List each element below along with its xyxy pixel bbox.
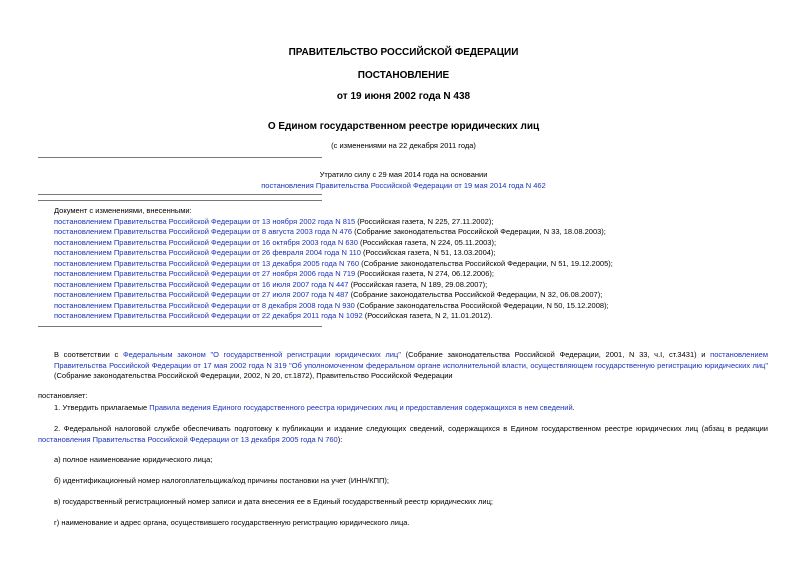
divider xyxy=(38,200,322,201)
org-name: ПРАВИТЕЛЬСТВО РОССИЙСКОЙ ФЕДЕРАЦИИ xyxy=(288,47,519,58)
divider xyxy=(38,157,322,158)
amendments-list xyxy=(54,206,674,322)
list-item: постановлением Правительства Российской Федерации от 8 декабря 2008 года N 930 (Собрание законодательства Российской Федерации, N 50, 15.12.2008); xyxy=(54,300,609,310)
item-1: 1. Утвердить прилагаемые Правила ведения Единого государственного реестра юридических лиц и предоставления содержащихся в нем сведений. xyxy=(54,403,575,412)
rules-link[interactable]: Правила ведения Единого государственного реестра юридических лиц и предоставления содержащихся в нем сведений xyxy=(149,403,573,412)
amendment-link[interactable]: постановлением Правительства Российской Федерации от 13 ноября 2002 года N 815 xyxy=(54,216,356,226)
subitem-v: в) государственный регистрационный номер записи и дата внесения ее в Единый государственный реестр юридических лиц; xyxy=(54,497,493,506)
list-item: постановлением Правительства Российской Федерации от 8 августа 2003 года N 476 (Собрание законодательства Российской Федерации, N 33, 18.08.2003); xyxy=(54,227,606,236)
item-2: 2. Федеральной налоговой службе обеспечивать подготовку к публикации и издание следующих сведений, содержащихся в Едином государственном реестре юридических лиц (абзац в редакции постановления Правительства Российской Федерации от 13 декабря 2005 года N 760): xyxy=(38,424,768,444)
preamble: В соответствии с Федеральным законом "О государственной регистрации юридических лиц" (Собрание законодательства Российской Федерации, 2001, N 33, ч.I, ст.3431) и постановлением Правительства Российской Федерации от 17 мая 2002 года N 319 "Об уполномоченном федеральном органе исполнительной власти, осуществляющем государственную регистрацию юридических лиц" (Собрание законодательства Российской Федерации, 2002, N 20, ст.1872), Правительство Российской Федерации xyxy=(54,350,769,380)
amendment-link[interactable]: постановлением Правительства Российской Федерации от 27 июля 2007 года N 487 xyxy=(54,290,349,299)
amendments-intro: Документ с изменениями, внесенными: xyxy=(54,206,192,215)
divider xyxy=(38,194,322,195)
amendment-link[interactable]: постановлением Правительства Российской Федерации от 16 июля 2007 года N 447 xyxy=(54,279,349,289)
resolution-319-link[interactable]: постановлением Правительства Российской Федерации от 17 мая 2002 года N 319 "Об уполномоченном федеральном органе исполнительной власти, осуществляющем государственную регистрацию юридических лиц" xyxy=(54,350,769,370)
amendment-link[interactable]: постановлением Правительства Российской Федерации от 22 декабря 2011 года N 1092 xyxy=(54,311,363,320)
amendment-link[interactable]: постановлением Правительства Российской Федерации от 8 августа 2003 года N 476 xyxy=(54,227,353,236)
amendment-link[interactable]: постановлением Правительства Российской Федерации от 8 декабря 2008 года N 930 xyxy=(54,300,355,310)
resolution-760-link[interactable]: постановления Правительства Российской Федерации от 13 декабря 2005 года N 760 xyxy=(38,434,338,444)
divider xyxy=(38,326,322,327)
federal-law-link[interactable]: Федеральным законом "О государственной регистрации юридических лиц" xyxy=(122,350,401,359)
revision-note: (с изменениями на 22 декабря 2011 года) xyxy=(331,141,476,150)
subitem-b: б) идентификационный номер налогоплательщика/код причины постановки на учет (ИНН/КПП); xyxy=(54,476,389,485)
doc-type: ПОСТАНОВЛЕНИЕ xyxy=(357,70,450,81)
list-item: постановлением Правительства Российской Федерации от 13 ноября 2002 года N 815 (Российская газета, N 225, 27.11.2002); xyxy=(54,216,494,226)
amendment-link[interactable]: постановлением Правительства Российской Федерации от 27 ноября 2006 года N 719 xyxy=(54,269,356,278)
list-item: постановлением Правительства Российской Федерации от 27 июля 2007 года N 487 (Собрание законодательства Российской Федерации, N 32, 06.08.2007); xyxy=(54,290,603,299)
subitem-g: г) наименование и адрес органа, осуществившего государственную регистрацию юридического лица. xyxy=(54,518,410,527)
expired-link[interactable]: постановления Правительства Российской Федерации от 19 мая 2014 года N 462 xyxy=(261,181,546,190)
list-item: постановлением Правительства Российской Федерации от 16 июля 2007 года N 447 (Российская газета, N 189, 29.08.2007); xyxy=(54,279,488,289)
doc-date-number: от 19 июня 2002 года N 438 xyxy=(336,91,471,102)
decrees-word: постановляет: xyxy=(38,391,88,400)
expired-text: Утратило силу с 29 мая 2014 года на основании xyxy=(319,170,488,179)
list-item: постановлением Правительства Российской Федерации от 16 октября 2003 года N 630 (Российская газета, N 224, 05.11.2003); xyxy=(54,237,497,247)
list-item: постановлением Правительства Российской Федерации от 22 декабря 2011 года N 1092 (Российская газета, N 2, 11.01.2012). xyxy=(54,311,493,320)
amendment-link[interactable]: постановлением Правительства Российской Федерации от 13 декабря 2005 года N 760 xyxy=(54,258,359,268)
amendment-link[interactable]: постановлением Правительства Российской Федерации от 26 февраля 2004 года N 110 xyxy=(54,248,361,257)
list-item: постановлением Правительства Российской Федерации от 26 февраля 2004 года N 110 (Российская газета, N 51, 13.03.2004); xyxy=(54,248,496,257)
list-item: постановлением Правительства Российской Федерации от 27 ноября 2006 года N 719 (Российская газета, N 274, 06.12.2006); xyxy=(54,269,494,278)
doc-title: О Едином государственном реестре юридических лиц xyxy=(267,121,540,132)
subitem-a: а) полное наименование юридического лица; xyxy=(54,455,213,464)
amendment-link[interactable]: постановлением Правительства Российской Федерации от 16 октября 2003 года N 630 xyxy=(54,237,358,247)
list-item: постановлением Правительства Российской Федерации от 13 декабря 2005 года N 760 (Собрание законодательства Российской Федерации, N 51, 19.12.2005); xyxy=(54,258,613,268)
